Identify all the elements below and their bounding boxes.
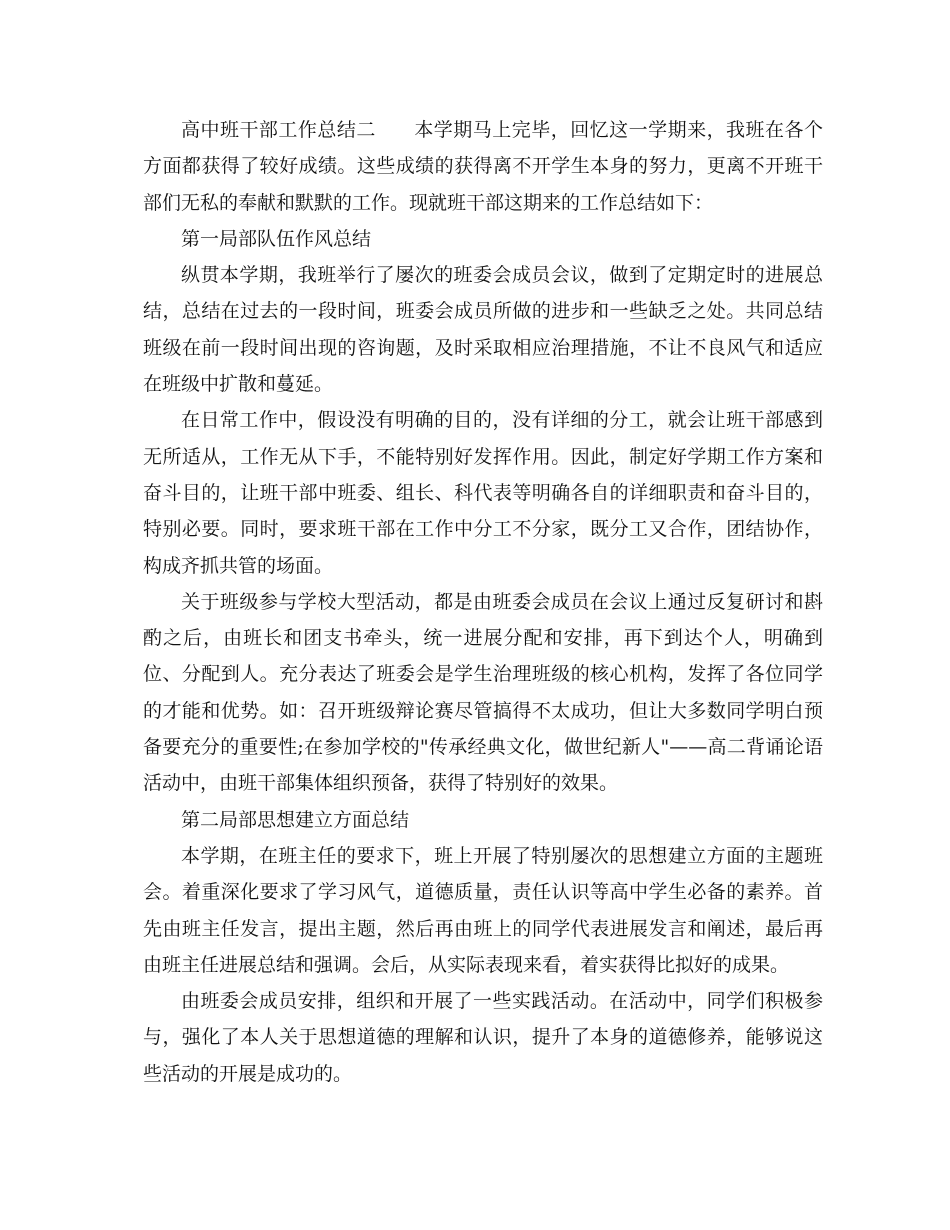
section-1-paragraph-2: 在日常工作中，假设没有明确的目的，没有详细的分工，就会让班干部感到无所适从，工作无从下手，不能特别好发挥作用。因此，制定好学期工作方案和奋斗目的，让班干部中班委、组长、科代表等明确各自的详细职责和奋斗目的，特别必要。同时，要求班干部在工作中分工不分家，既分工又合作，团结协作，构成齐抓共管的场面。 (143, 409, 823, 577)
document-page (143, 112, 823, 1092)
section-1-heading: 第一局部队伍作风总结 (181, 227, 372, 250)
section-1-paragraph-3: 关于班级参与学校大型活动，都是由班委会成员在会议上通过反复研讨和斟酌之后，由班长和团支书牵头，统一进展分配和安排，再下到达个人，明确到位、分配到人。充分表达了班委会是学生治理班级的核心机构，发挥了各位同学的才能和优势。如：召开班级辩论赛尽管搞得不太成功，但让大多数同学明白预备要充分的重要性;在参加学校的"传承经典文化，做世纪新人"——高二背诵论语活动中，由班干部集体组织预备，获得了特别好的效果。 (143, 590, 823, 795)
section-2-paragraph-1: 本学期，在班主任的要求下，班上开展了特别屡次的思想建立方面的主题班会。着重深化要求了学习风气，道德质量，责任认识等高中学生必备的素养。首先由班主任发言，提出主题，然后再由班上的同学代表进展发言和阐述，最后再由班主任进展总结和强调。会后，从实际表现来看，着实获得比拟好的成果。 (143, 844, 823, 976)
section-2-heading: 第二局部思想建立方面总结 (181, 808, 410, 831)
section-1-paragraph-1: 纵贯本学期，我班举行了屡次的班委会成员会议，做到了定期定时的进展总结，总结在过去的一段时间，班委会成员所做的进步和一些缺乏之处。共同总结班级在前一段时间出现的咨询题，及时采取相应治理措施，不让不良风气和适应在班级中扩散和蔓延。 (143, 264, 823, 396)
intro-paragraph (143, 112, 823, 221)
document-title: 高中班干部工作总结二 (181, 119, 376, 141)
intro-text: 本学期马上完毕，回忆这一学期来，我班在各个方面都获得了较好成绩。这些成绩的获得离不开学生本身的努力，更离不开班干部们无私的奉献和默默的工作。现就班干部这期来的工作总结如下： (143, 119, 823, 214)
section-2-paragraph-2: 由班委会成员安排，组织和开展了一些实践活动。在活动中，同学们积极参与，强化了本人关于思想道德的理解和认识，提升了本身的道德修养，能够说这些活动的开展是成功的。 (143, 990, 823, 1085)
